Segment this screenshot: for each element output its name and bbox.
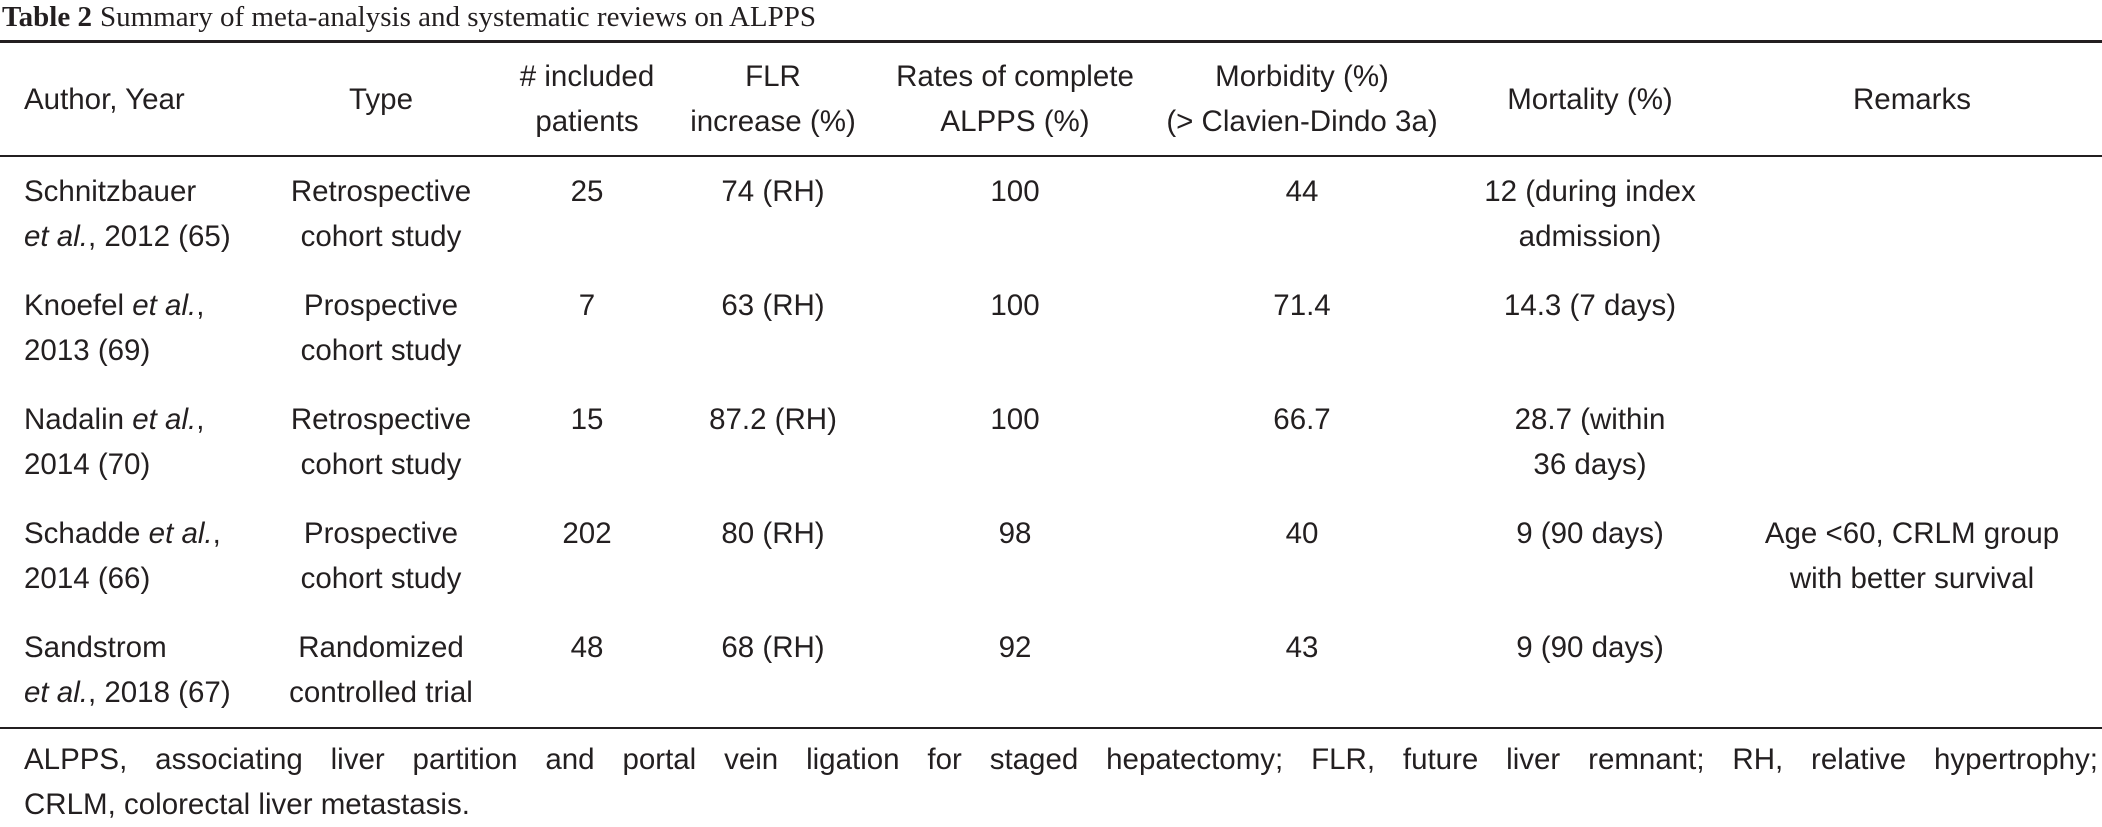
table-label: Table 2 [2,1,92,33]
cell-type: Retrospective cohort study [290,175,472,253]
cell-remarks: Age <60, CRLM group with better survival [1764,517,2060,595]
header-patients: # included patients [519,60,655,138]
cell-morbidity: 66.7 [1273,403,1331,436]
cell-author: Knoefel et al., 2013 (69) [24,289,205,367]
cell-morbidity: 44 [1285,175,1319,208]
table-row [0,155,2102,283]
cell-type: Prospective cohort study [300,517,462,595]
cell-flr: 80 (RH) [721,517,825,550]
cell-mortality: 14.3 (7 days) [1503,289,1677,322]
cell-patients: 25 [570,175,604,208]
cell-rates: 100 [990,289,1040,322]
table-title: Summary of meta-analysis and systematic reviews on ALPPS [100,1,817,33]
header-rates: Rates of complete ALPPS (%) [896,60,1134,138]
cell-flr: 87.2 (RH) [709,403,837,436]
cell-morbidity: 43 [1285,631,1319,664]
cell-flr: 74 (RH) [721,175,825,208]
cell-patients: 15 [570,403,604,436]
table-header [0,43,2102,155]
table-row [0,283,2102,397]
cell-mortality: 9 (90 days) [1516,631,1664,664]
table-caption [2,0,816,36]
table-row [0,625,2102,739]
cell-type: Randomized controlled trial [289,631,473,709]
cell-remarks [1722,155,2102,283]
header-type: Type [349,82,413,116]
cell-rates: 98 [998,517,1032,550]
cell-morbidity: 71.4 [1273,289,1331,322]
cell-rates: 100 [990,175,1040,208]
cell-mortality: 28.7 (within 36 days) [1514,403,1666,481]
cell-flr: 68 (RH) [721,631,825,664]
cell-patients: 202 [562,517,612,550]
cell-author: Sandstrom et al., 2018 (67) [24,631,231,709]
summary-table [0,43,2102,739]
cell-remarks [1722,625,2102,739]
cell-type: Retrospective cohort study [290,403,472,481]
cell-flr: 63 (RH) [721,289,825,322]
cell-patients: 48 [570,631,604,664]
header-author: Author, Year [24,82,185,116]
cell-author: Nadalin et al., 2014 (70) [24,403,205,481]
cell-rates: 92 [998,631,1032,664]
footnote-line-2: CRLM, colorectal liver metastasis. [24,788,470,821]
cell-rates: 100 [990,403,1040,436]
header-morbidity: Morbidity (%) (> Clavien-Dindo 3a) [1166,60,1438,138]
cell-mortality: 9 (90 days) [1516,517,1664,550]
header-mortality: Mortality (%) [1507,82,1673,116]
cell-type: Prospective cohort study [300,289,462,367]
cell-morbidity: 40 [1285,517,1319,550]
footnote-line-1: ALPPS, associating liver partition and portal vein ligation for staged hepatectomy; FLR, future liver remnant; RH, relative hypertrophy; [24,743,2098,776]
cell-mortality: 12 (during index admission) [1484,175,1696,253]
cell-remarks [1722,397,2102,511]
header-flr: FLR increase (%) [690,60,856,138]
cell-patients: 7 [578,289,596,322]
cell-author: Schnitzbauer et al., 2012 (65) [24,175,231,253]
table-footnote [24,737,2098,827]
table-row [0,397,2102,511]
header-remarks: Remarks [1852,82,1971,116]
cell-author: Schadde et al., 2014 (66) [24,517,221,595]
table-row [0,511,2102,625]
table-body [0,155,2102,739]
cell-remarks [1722,283,2102,397]
